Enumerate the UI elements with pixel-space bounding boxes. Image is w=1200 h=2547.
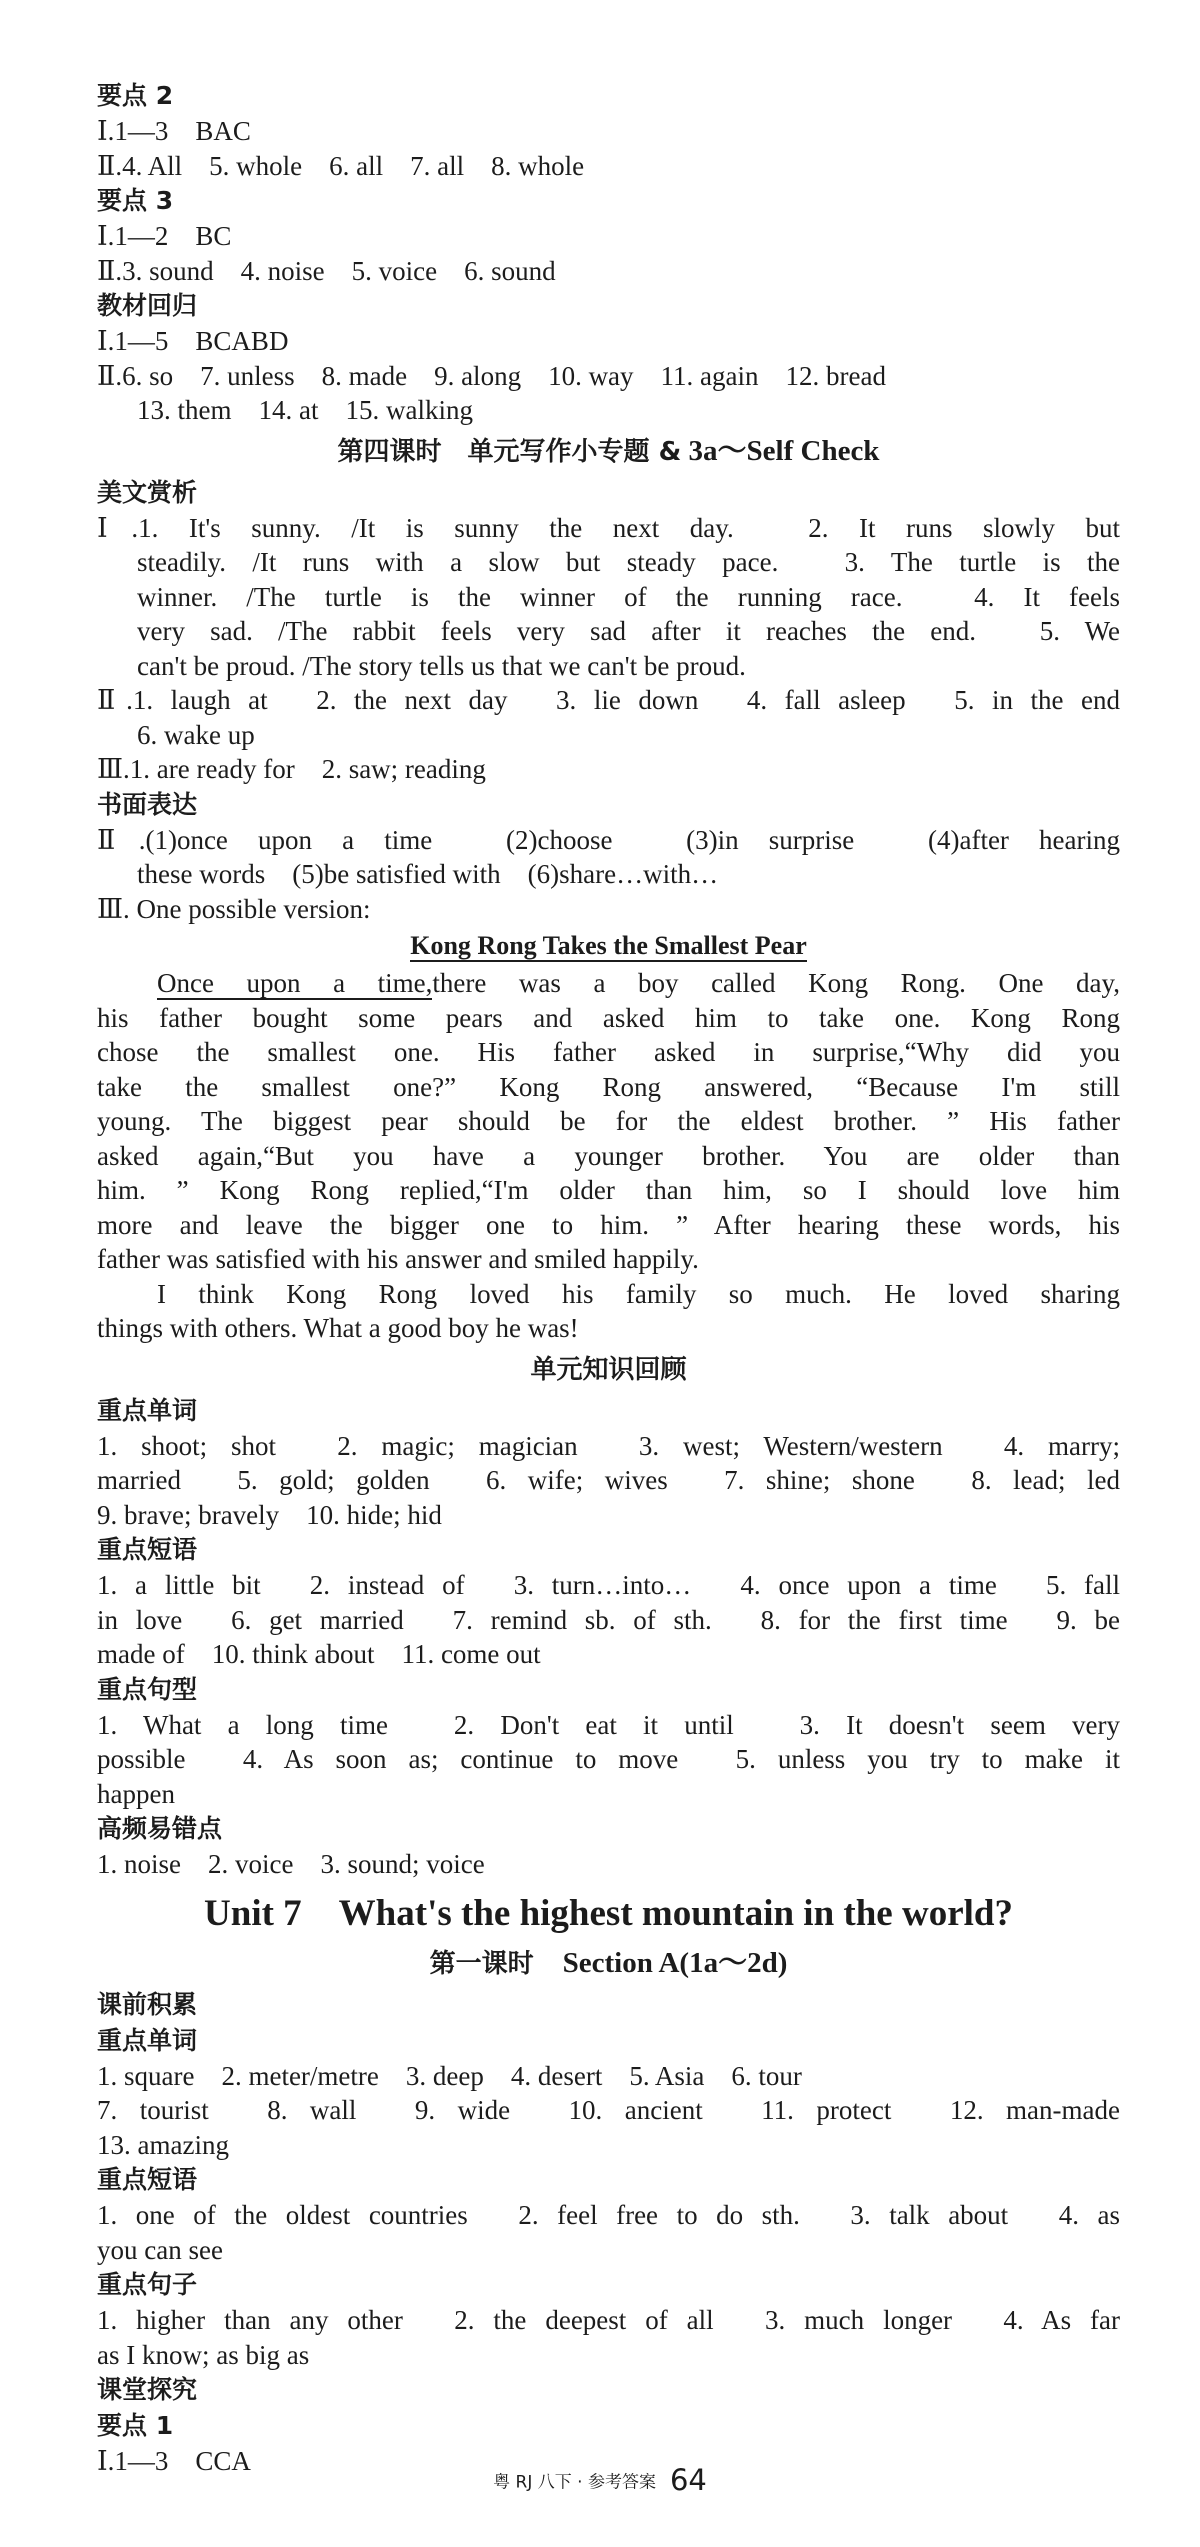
heading-pre-class: 课前积累 (97, 1989, 198, 2019)
heading-common-errors: 高频易错点 (97, 1814, 223, 1843)
lesson-4-title-en: 3a～Self Check (681, 434, 880, 467)
heading-in-class-exploration: 课堂探究 (97, 2375, 198, 2404)
answer-line: 1. one of the oldest countries 2. feel free to do sth. 3. talk about 4. as (97, 2200, 1120, 2230)
footer-label: 粤 RJ 八下 · 参考答案 (493, 2472, 656, 2493)
page-number: 64 (669, 2462, 707, 2497)
heading-key-sentence-patterns: 重点句型 (97, 1674, 198, 1704)
answer-line: 13. amazing (97, 2129, 229, 2160)
answer-line: 1. higher than any other 2. the deepest of all 3. much longer 4. As far (97, 2305, 1120, 2335)
unit-review-title (97, 1348, 1120, 1391)
heading-key-words: 重点单词 (97, 2025, 198, 2055)
answer-line: can't be proud. /The story tells us that we can't be proud. (137, 650, 746, 681)
lesson-4-title-zh: 第四课时 单元写作小专题 & (337, 436, 682, 467)
answer-line: Ⅱ.3. sound 4. noise 5. voice 6. sound (97, 255, 556, 286)
underlined-phrase: Once upon a time, (157, 968, 433, 998)
answer-line: married 5. gold; golden 6. wife; wives 7. shine; shone 8. lead; led (97, 1465, 1120, 1495)
heading-key-words: 重点单词 (97, 1395, 198, 1425)
answer-line: 1. What a long time 2. Don't eat it until 3. It doesn't seem very (97, 1709, 1120, 1740)
answer-line: 1. noise 2. voice 3. sound; voice (97, 1849, 485, 1879)
answer-line: Ⅰ.1—5 BCABD (97, 326, 289, 356)
answer-line: 1. a little bit 2. instead of 3. turn…into… 4. once upon a time 5. fall (97, 1570, 1120, 1600)
page-footer (0, 2462, 1200, 2497)
answer-line: made of 10. think about 11. come out (97, 1639, 541, 1669)
essay-line: young. The biggest pear should be for the eldest brother. ” His father (97, 1106, 1120, 1136)
heading-key-phrases: 重点短语 (97, 2165, 198, 2194)
answer-line: Ⅱ.(1)once upon a time (2)choose (3)in surprise (4)after hearing (97, 824, 1120, 855)
heading-textbook-review: 教材回归 (97, 291, 198, 320)
essay-line: his father bought some pears and asked him to take one. Kong Rong (97, 1002, 1120, 1033)
answer-line: Ⅱ.1. laugh at 2. the next day 3. lie down 4. fall asleep 5. in the end (97, 685, 1120, 715)
answer-line: Ⅱ.4. All 5. whole 6. all 7. all 8. whole (97, 150, 585, 181)
answer-line: Ⅰ.1—2 BC (97, 221, 232, 251)
answer-line: as I know; as big as (97, 2339, 310, 2370)
answer-line: 1. shoot; shot 2. magic; magician 3. west; Western/western 4. marry; (97, 1430, 1120, 1461)
essay-line: I think Kong Rong loved his family so much. He loved sharing (157, 1278, 1120, 1309)
answer-line: very sad. /The rabbit feels very sad after it reaches the end. 5. We (137, 616, 1120, 646)
answer-line: 7. tourist 8. wall 9. wide 10. ancient 11. protect 12. man-made (97, 2095, 1120, 2125)
essay-title-text: Kong Rong Takes the Smallest Pear (410, 931, 807, 960)
answer-line: 6. wake up (137, 719, 255, 750)
answer-line: Ⅱ.6. so 7. unless 8. made 9. along 10. way 11. again 12. bread (97, 360, 886, 391)
answer-line: 1. square 2. meter/metre 3. deep 4. desert 5. Asia 6. tour (97, 2060, 802, 2091)
answer-line: you can see (97, 2234, 223, 2265)
answer-line: these words (5)be satisfied with (6)share…with… (137, 859, 719, 889)
answer-line: Ⅰ.1—3 BAC (97, 116, 251, 146)
heading-key-sentences: 重点句子 (97, 2270, 198, 2299)
lesson-1-title-zh: 第一课时 (429, 1948, 534, 1979)
essay-line: more and leave the bigger one to him. ” After hearing these words, his (97, 1209, 1120, 1240)
unit-7-title: Unit 7 What's the highest mountain in the world? (204, 1892, 1013, 1934)
essay-line: him. ” Kong Rong replied,“I'm older than him, so I should love him (97, 1175, 1120, 1205)
answer-line: possible 4. As soon as; continue to move 5. unless you try to make it (97, 1744, 1120, 1774)
essay-line: things with others. What a good boy he was! (97, 1313, 579, 1343)
heading-key-point-2: 要点 2 (97, 81, 174, 110)
heading-key-point-1: 要点 1 (97, 2411, 174, 2440)
essay-text: there was a boy called Kong Rong. One day, (432, 968, 1120, 998)
lesson-4-title (97, 430, 1120, 473)
unit-review-title-text: 单元知识回顾 (530, 1354, 687, 1385)
essay-line: take the smallest one?” Kong Rong answered, “Because I'm still (97, 1071, 1120, 1102)
essay-line: asked again,“But you have a younger brother. You are older than (97, 1140, 1120, 1171)
answer-line: Ⅰ.1—3 CCA (97, 2446, 251, 2476)
heading-key-point-3: 要点 3 (97, 186, 174, 215)
answer-line: Ⅲ. One possible version: (97, 893, 371, 924)
answer-line: winner. /The turtle is the winner of the running race. 4. It feels (137, 581, 1120, 612)
lesson-1-title-en: Section A(1a～2d) (533, 1946, 788, 1979)
unit-7-lesson-1-title (97, 1942, 1120, 1985)
answer-line: Ⅰ.1. It's sunny. /It is sunny the next day. 2. It runs slowly but (97, 512, 1120, 543)
answer-line: happen (97, 1778, 175, 1809)
essay-line: father was satisfied with his answer and smiled happily. (97, 1244, 699, 1274)
essay-line: chose the smallest one. His father asked in surprise,“Why did you (97, 1037, 1120, 1067)
essay-title (97, 928, 1120, 964)
answer-line: 13. them 14. at 15. walking (137, 395, 473, 425)
heading-key-phrases: 重点短语 (97, 1535, 198, 1564)
heading-writing: 书面表达 (97, 789, 198, 819)
answer-line: steadily. /It runs with a slow but steady pace. 3. The turtle is the (137, 547, 1120, 577)
essay-line (97, 966, 1120, 1001)
answer-line: Ⅲ.1. are ready for 2. saw; reading (97, 754, 486, 784)
heading-reading-appreciation: 美文赏析 (97, 477, 198, 507)
answer-line: in love 6. get married 7. remind sb. of sth. 8. for the first time 9. be (97, 1604, 1120, 1635)
answer-line: 9. brave; bravely 10. hide; hid (97, 1499, 442, 1530)
